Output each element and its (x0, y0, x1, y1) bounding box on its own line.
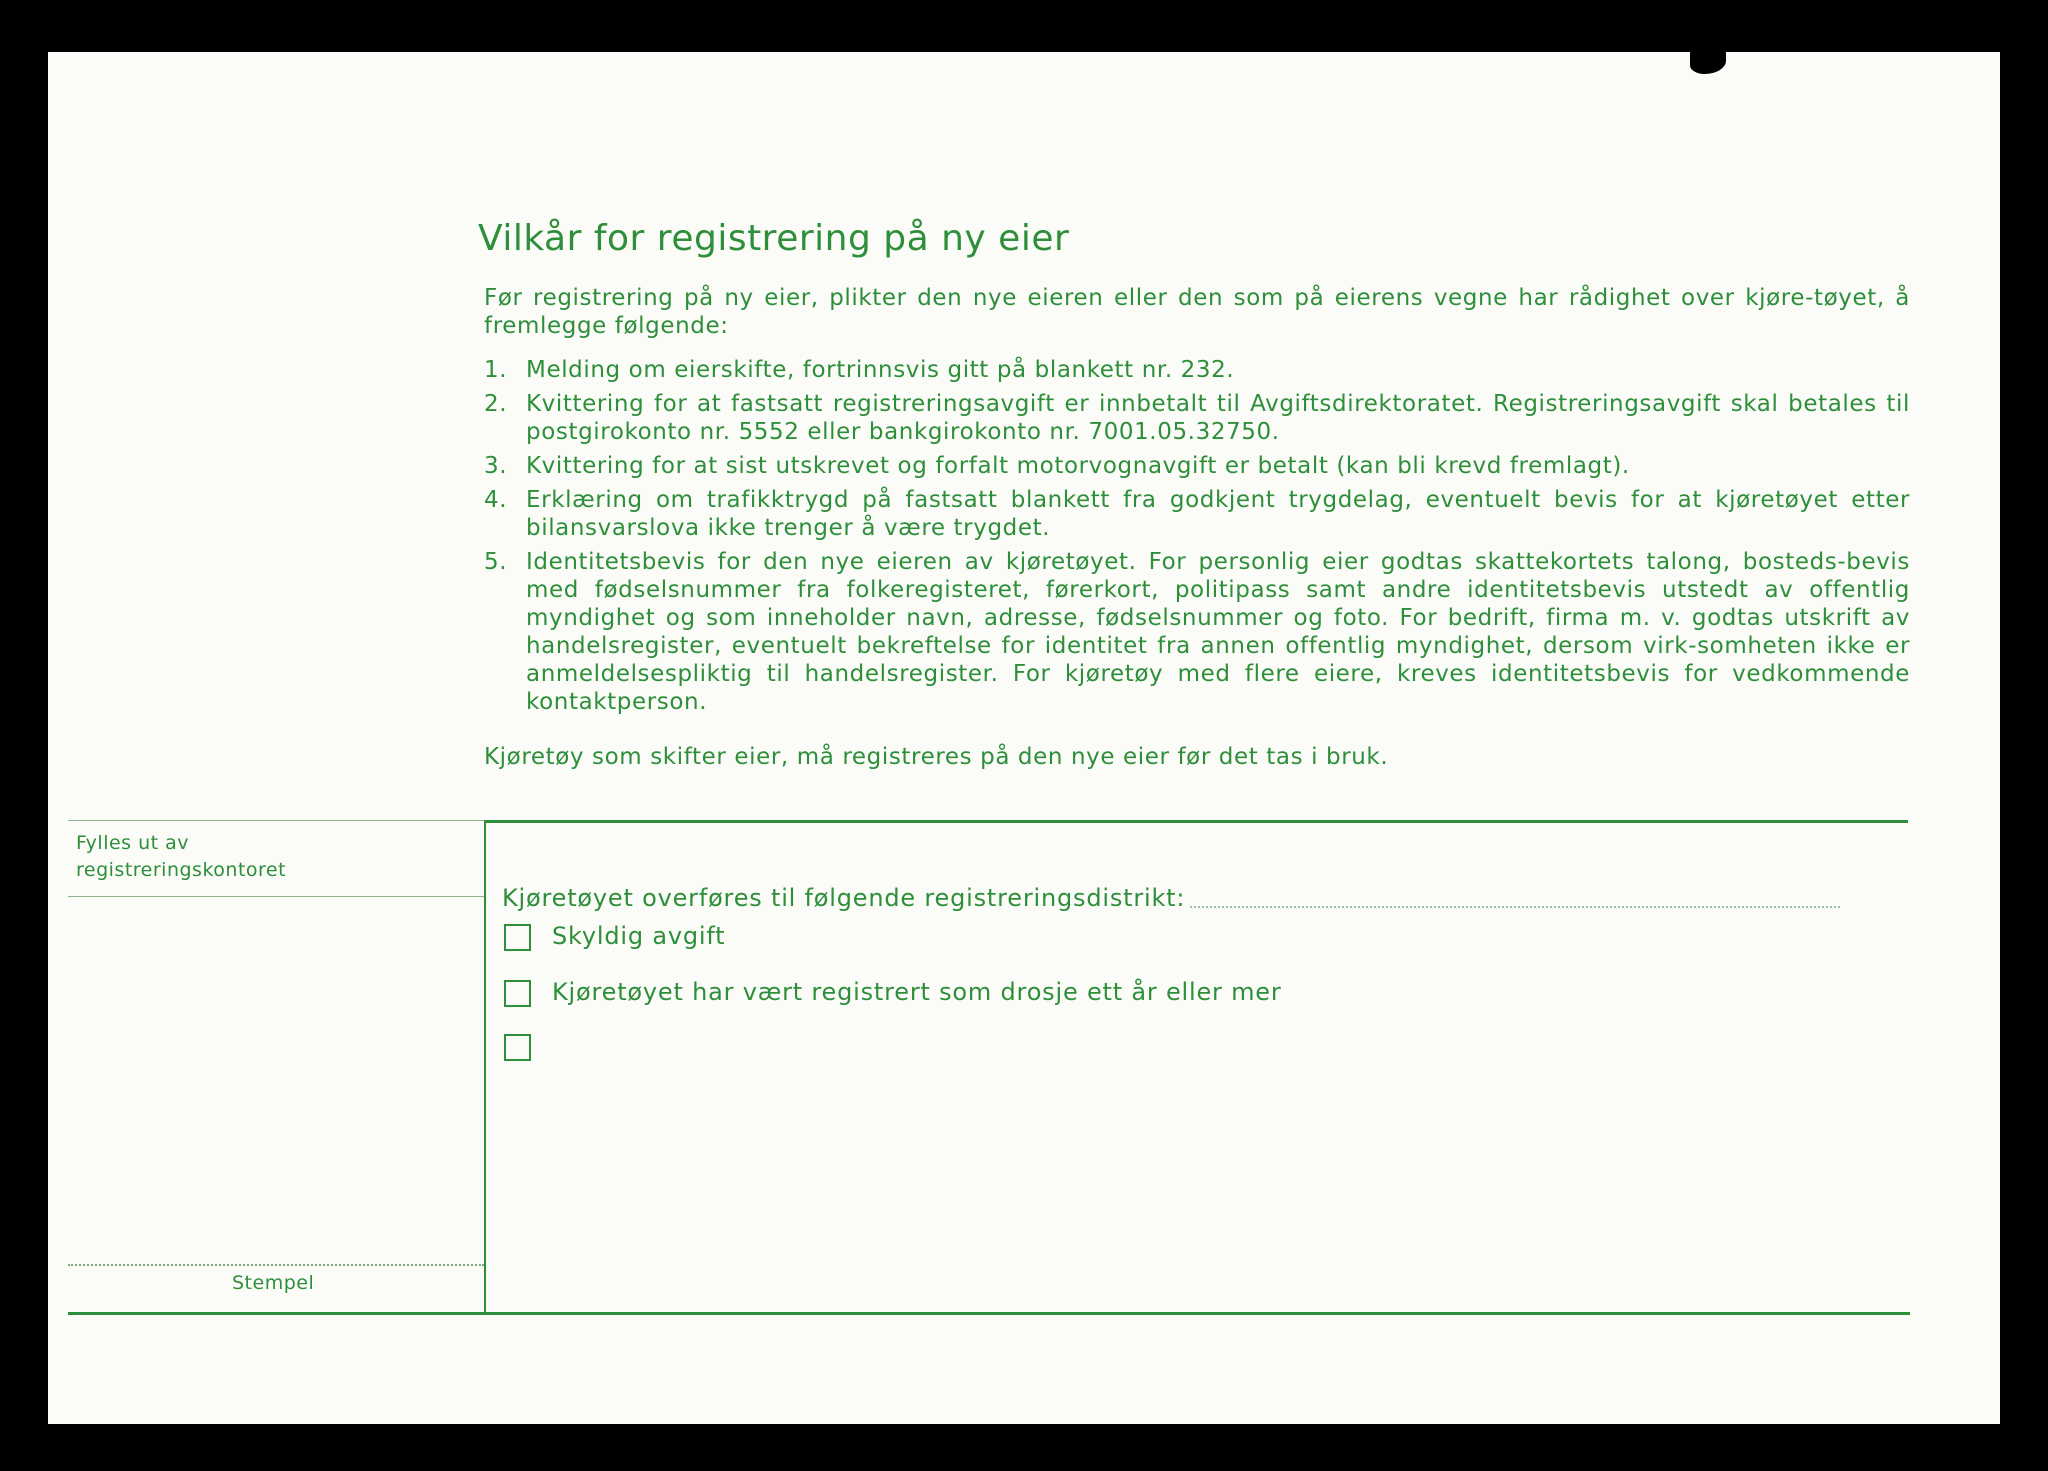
blank-checkbox[interactable] (504, 1034, 531, 1061)
item-text: Kvittering for at fastsatt registreringsavgift er innbetalt til Avgiftsdirektoratet. Registreringsavgift skal betales til postgirokonto nr. 5552 eller bankgirokonto nr. 7001.05.32750. (526, 391, 1910, 445)
stamp-label: Stempel (232, 1272, 315, 1294)
skyldig-avgift-checkbox[interactable] (504, 924, 531, 951)
drosje-checkbox[interactable] (504, 980, 531, 1007)
office-label-line2: registreringskontoret (76, 859, 287, 881)
checkbox-label: Kjøretøyet har vært registrert som drosje ett år eller mer (552, 978, 1282, 1006)
list-item (484, 356, 1910, 384)
stamp-dotted-line (68, 1264, 484, 1266)
office-label-rule (68, 896, 484, 897)
section-top-rule (484, 820, 1908, 823)
item-number: 3. (484, 453, 508, 479)
item-text: Kvittering for at sist utskrevet og forfalt motorvognavgift er betalt (kan bli krevd fremlagt). (526, 453, 1630, 479)
section-divider (484, 820, 486, 1314)
list-item (484, 452, 1910, 480)
intro-paragraph: Før registrering på ny eier, plikter den nye eieren eller den som på eierens vegne har rådighet over kjøre-tøyet, å fremlegge følgende: (484, 285, 1910, 339)
list-item (484, 390, 1910, 446)
item-text: Erklæring om trafikktrygd på fastsatt blankett fra godkjent trygdelag, eventuelt bevis for at kjøretøyet etter bilansvarslova ikke trenger å være trygdet. (526, 487, 1910, 541)
item-number: 4. (484, 487, 508, 513)
list-item (484, 548, 1910, 716)
requirements-list (484, 356, 1910, 722)
checkbox-label: Skyldig avgift (552, 922, 726, 950)
transfer-label: Kjøretøyet overføres til følgende registreringsdistrikt: (502, 884, 1186, 912)
list-item (484, 486, 1910, 542)
item-text: Melding om eierskifte, fortrinnsvis gitt på blankett nr. 232. (526, 357, 1235, 383)
office-top-rule (68, 820, 484, 821)
office-label-line1: Fylles ut av (76, 832, 190, 854)
section-bottom-rule (68, 1312, 1910, 1315)
item-number: 1. (484, 357, 508, 383)
item-number: 2. (484, 391, 508, 417)
office-label (76, 830, 286, 884)
item-number: 5. (484, 549, 508, 575)
page-title: Vilkår for registrering på ny eier (478, 218, 1070, 259)
item-text: Identitetsbevis for den nye eieren av kjøretøyet. For personlig eier godtas skattekortets talong, bosteds-bevis med fødselsnummer fra folkeregisteret, førerkort, politipass samt andre identitetsbevis utstedt av offentlig myndighet og som inneholder navn, adresse, fødselsnummer og foto. For bedrift, firma m. v. godtas utskrift av handelsregister, eventuelt bekreftelse for identitet fra annen offentlig myndighet, dersom virk-somheten ikke er anmeldelsespliktig til handelsregister. For kjøretøy med flere eiere, kreves identitetsbevis for vedkommende kontaktperson. (526, 549, 1910, 715)
closing-note: Kjøretøy som skifter eier, må registreres på den nye eier før det tas i bruk. (484, 744, 1389, 770)
district-input-line[interactable] (1190, 906, 1840, 908)
